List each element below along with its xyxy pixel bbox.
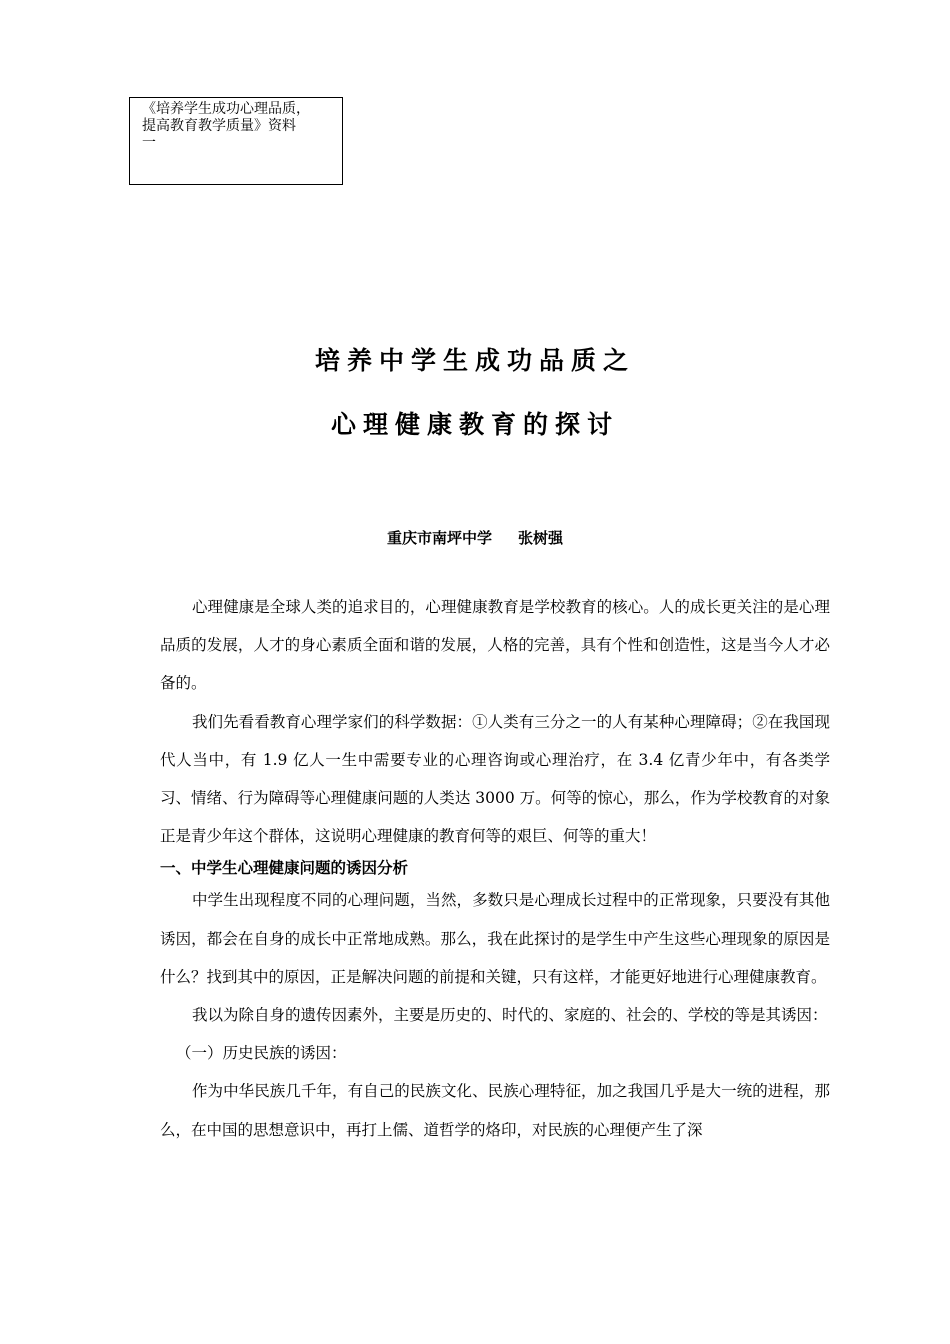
document-title-line-2: 心理健康教育的探讨 (330, 410, 619, 439)
document-body (160, 588, 830, 1149)
author-name: 张树强 (518, 529, 564, 547)
author-school: 重庆市南坪中学 (386, 529, 492, 547)
paragraph-factors: 我以为除自身的遗传因素外，主要是历史的、时代的、家庭的、社会的、学校的等是其诱因： (192, 1006, 828, 1025)
document-title-line-1: 培养中学生成功品质之 (314, 346, 635, 375)
paragraph-intro: 心理健康是全球人类的追求目的，心理健康教育是学校教育的核心。人的成长更关注的是心理品质的发展，人才的身心素质全面和谐的发展，人格的完善，具有个性和创造性，这是当今人才必备的。 (160, 598, 830, 693)
paragraph-statistics: 我们先看看教育心理学家们的科学数据：①人类有三分之一的人有某种心理障碍；②在我国现代人当中，有 1.9 亿人一生中需要专业的心理咨询或心理治疗，在 3.4 亿青少年中，有各类学习、情绪、行为障碍等心理健康问题的人类达 3000 万。何等的惊心，那么，作为学校教育的对象正是青少年这个群体，这说明心理健康的教育何等的艰巨、何等的重大！ (160, 712, 830, 846)
document-label-line-3: 一 (142, 135, 156, 151)
document-label-box (129, 97, 343, 185)
section-heading-1: 一、中学生心理健康问题的诱因分析 (160, 859, 409, 878)
paragraph-causes: 中学生出现程度不同的心理问题，当然，多数只是心理成长过程中的正常现象，只要没有其他诱因，都会在自身的成长中正常地成熟。那么，我在此探讨的是学生中产生这些心理现象的原因是什么？找到其中的原因，正是解决问题的前提和关键，只有这样，才能更好地进行心理健康教育。 (160, 891, 830, 986)
subsection-heading-1: （一）历史民族的诱因： (176, 1044, 347, 1063)
document-label-line-1: 《培养学生成功心理品质， (142, 101, 310, 117)
author-line (0, 527, 950, 548)
paragraph-history: 作为中华民族几千年，有自己的民族文化、民族心理特征，加之我国几乎是大一统的进程，那么，在中国的思想意识中，再打上儒、道哲学的烙印，对民族的心理便产生了深 (160, 1082, 830, 1139)
document-label-line-2: 提高教育教学质量》资料 (142, 118, 296, 134)
